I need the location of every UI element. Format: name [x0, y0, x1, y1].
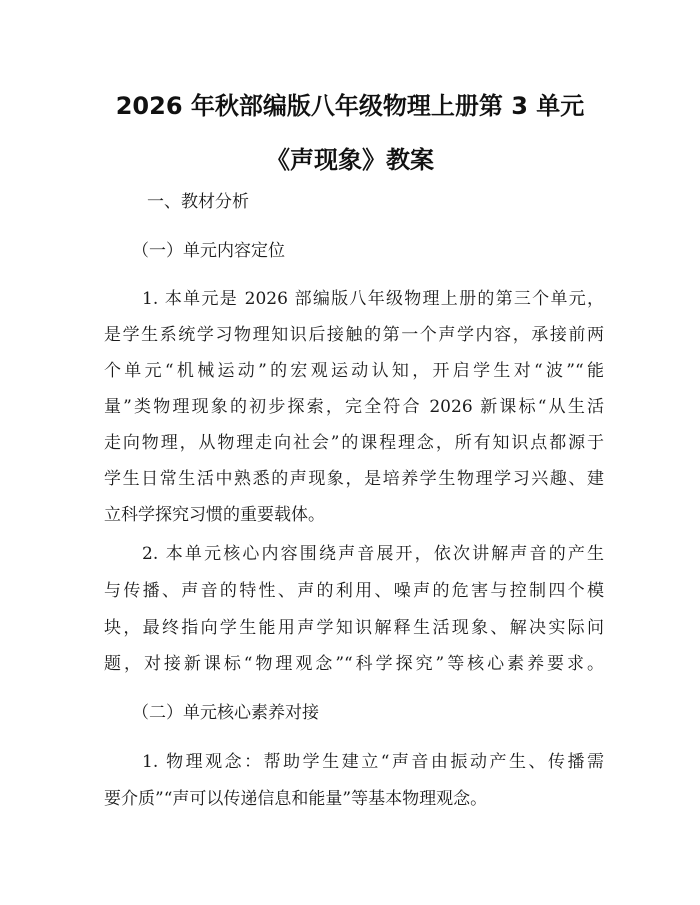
paragraph-line: 立科学探究习惯的重要载体。	[104, 505, 325, 525]
paragraph-line: 题，对接新课标“物理观念”“科学探究”等核心素养要求。	[104, 654, 604, 674]
paragraph-line: 与传播、声音的特性、声的利用、噪声的危害与控制四个模	[104, 581, 604, 601]
paragraph-line: 要介质”“声可以传递信息和能量”等基本物理观念。	[104, 789, 488, 809]
section-heading-textbook-analysis: 一、教材分析	[147, 192, 249, 212]
paragraph-line: 学生日常生活中熟悉的声现象，是培养学生物理学习兴趣、建	[104, 469, 604, 489]
paragraph-line: 1. 物理观念：帮助学生建立“声音由振动产生、传播需	[142, 752, 604, 772]
paragraph-line: 块，最终指向学生能用声学知识解释生活现象、解决实际问	[104, 618, 604, 638]
subsection-heading-core-literacy: （二）单元核心素养对接	[132, 703, 319, 723]
paragraph-line: 是学生系统学习物理知识后接触的第一个声学内容，承接前两	[104, 325, 604, 345]
document-title-line2: 《声现象》教案	[266, 146, 434, 174]
paragraph-line: 2. 本单元核心内容围绕声音展开，依次讲解声音的产生	[142, 544, 604, 564]
subsection-heading-unit-positioning: （一）单元内容定位	[132, 241, 285, 261]
paragraph-line: 个单元“机械运动”的宏观运动认知，开启学生对“波”“能	[104, 361, 604, 381]
paragraph-line: 1. 本单元是 2026 部编版八年级物理上册的第三个单元，	[142, 289, 604, 309]
document-title-line1: 2026 年秋部编版八年级物理上册第 3 单元	[115, 92, 585, 120]
paragraph-line: 走向物理，从物理走向社会”的课程理念，所有知识点都源于	[104, 433, 604, 453]
paragraph-line: 量”类物理现象的初步探索，完全符合 2026 新课标“从生活	[104, 397, 604, 417]
